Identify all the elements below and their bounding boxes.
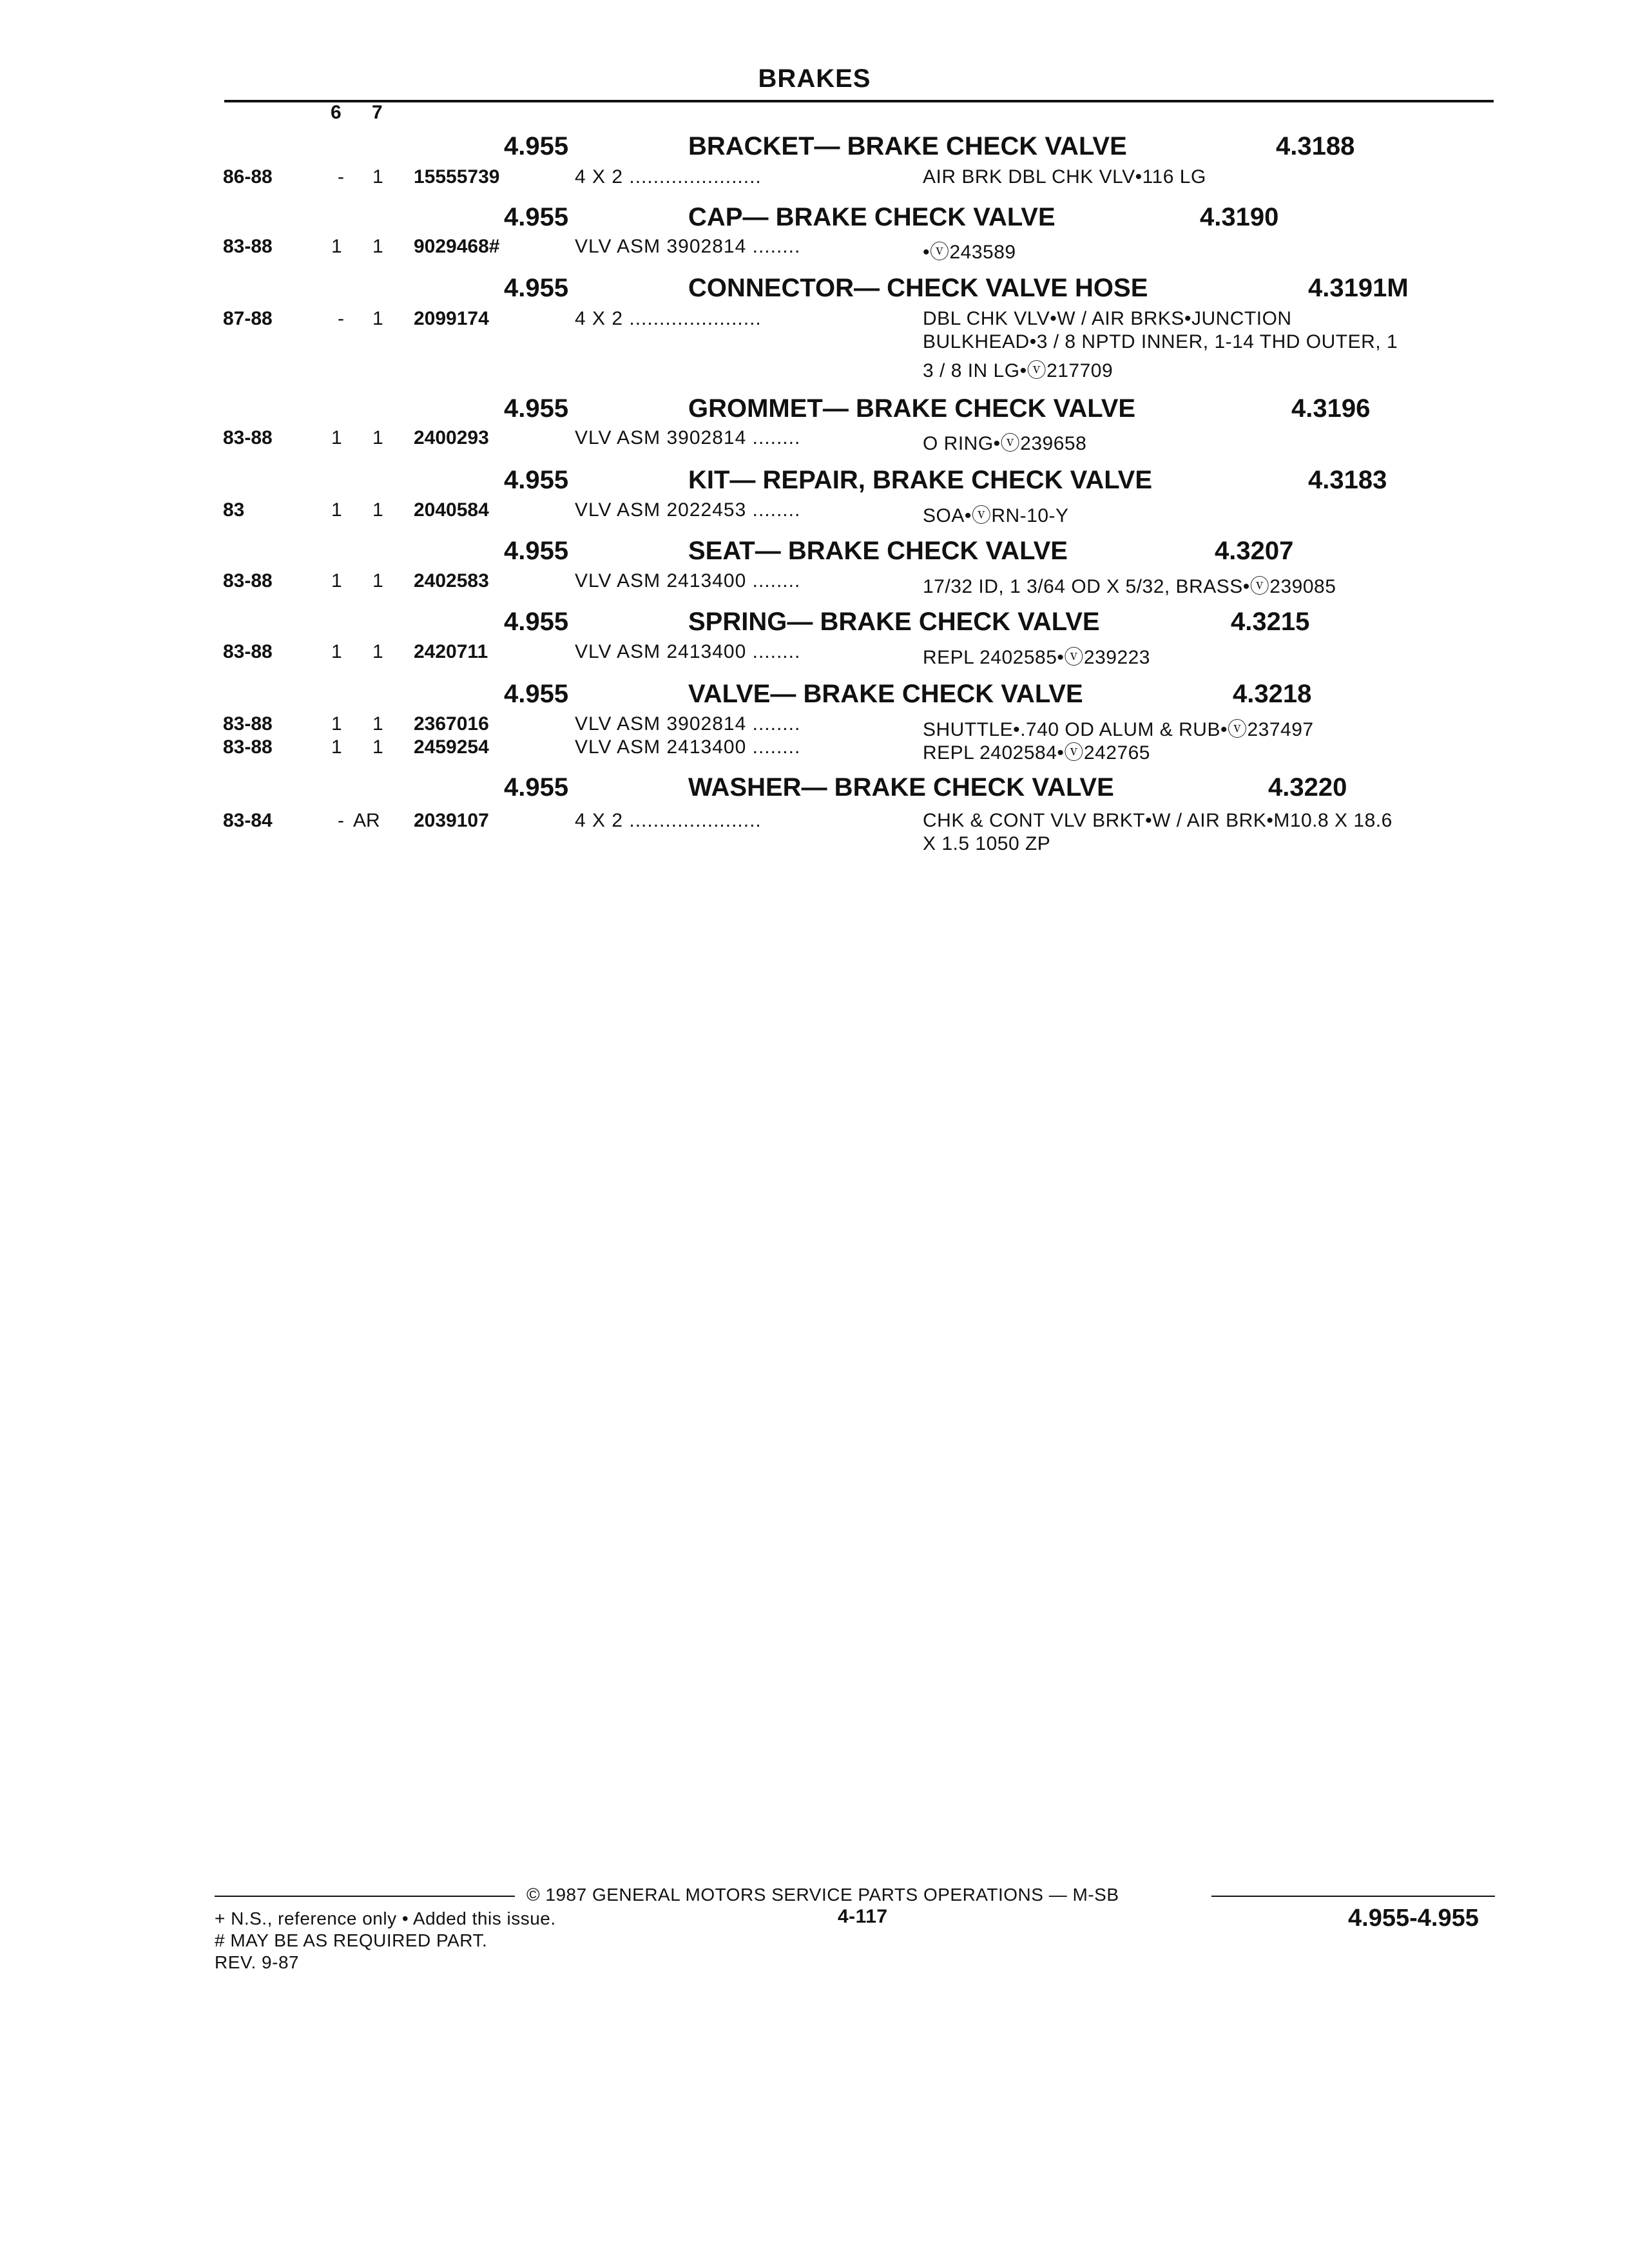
row-usage: VLV ASM 2413400 ........	[575, 570, 801, 591]
section-reference: 4.3207	[1215, 537, 1294, 565]
footer-note-reference: + N.S., reference only • Added this issue.	[215, 1908, 556, 1928]
section-reference: 4.3218	[1233, 680, 1312, 708]
row-usage: VLV ASM 2413400 ........	[575, 641, 801, 662]
row-description: AIR BRK DBL CHK VLV•116 LG	[923, 166, 1206, 187]
section-reference: 4.3220	[1268, 773, 1347, 802]
row-part-number: 2367016	[414, 713, 489, 735]
row-qty-7: 1	[372, 236, 383, 257]
row-qty-7: 1	[372, 736, 383, 758]
row-description: DBL CHK VLV•W / AIR BRKS•JUNCTION	[923, 308, 1292, 329]
header-divider	[224, 100, 1494, 102]
row-years: 83-88	[223, 713, 273, 735]
footer-revision: REV. 9-87	[215, 1952, 300, 1972]
row-qty-7: 1	[372, 713, 383, 735]
row-part-number: 2400293	[414, 427, 489, 448]
row-usage: VLV ASM 2413400 ........	[575, 736, 801, 758]
row-qty-7: 1	[372, 570, 383, 591]
row-qty-6: 1	[331, 236, 342, 257]
row-part-number: 2459254	[414, 736, 489, 758]
row-description: REPL 2402585•ⓥ239223	[923, 647, 1150, 668]
section-reference: 4.3190	[1200, 203, 1279, 231]
row-qty-7: 1	[372, 308, 383, 329]
section-name: CAP— BRAKE CHECK VALVE	[688, 203, 1055, 231]
row-years: 83-84	[223, 810, 273, 831]
section-code: 4.955	[504, 773, 569, 802]
row-years: 86-88	[223, 166, 273, 187]
row-description: SOA•ⓥRN-10-Y	[923, 505, 1069, 526]
column-header-6: 6	[331, 102, 342, 123]
row-qty-7: 1	[372, 427, 383, 448]
row-part-number: 2040584	[414, 499, 489, 521]
row-years: 83-88	[223, 641, 273, 662]
footer-rule-right	[1211, 1896, 1495, 1897]
row-qty-6: 1	[331, 427, 342, 448]
footer-page-range: 4.955-4.955	[1348, 1905, 1479, 1932]
section-reference: 4.3191M	[1308, 274, 1409, 302]
row-description: REPL 2402584•ⓥ242765	[923, 742, 1150, 764]
section-name: BRACKET— BRAKE CHECK VALVE	[688, 132, 1127, 160]
row-years: 83-88	[223, 236, 273, 257]
section-name: SEAT— BRAKE CHECK VALVE	[688, 537, 1068, 565]
footer-note-required: # MAY BE AS REQUIRED PART.	[215, 1930, 488, 1950]
row-qty-6: -	[338, 810, 344, 831]
row-years: 87-88	[223, 308, 273, 329]
row-part-number: 9029468#	[414, 236, 500, 257]
section-name: WASHER— BRAKE CHECK VALVE	[688, 773, 1114, 802]
row-qty-7: AR	[353, 810, 380, 831]
row-qty-7: 1	[372, 641, 383, 662]
footer-page-number: 4-117	[838, 1906, 888, 1927]
row-description: CHK & CONT VLV BRKT•W / AIR BRK•M10.8 X 18.6	[923, 810, 1393, 831]
row-part-number: 2099174	[414, 308, 489, 329]
row-usage: VLV ASM 2022453 ........	[575, 499, 801, 521]
row-years: 83-88	[223, 570, 273, 591]
section-code: 4.955	[504, 466, 569, 494]
row-part-number: 2402583	[414, 570, 489, 591]
row-usage: 4 X 2 ......................	[575, 810, 762, 831]
section-reference: 4.3196	[1291, 394, 1371, 423]
row-qty-6: 1	[331, 713, 342, 735]
column-header-7: 7	[372, 102, 383, 123]
section-name: CONNECTOR— CHECK VALVE HOSE	[688, 274, 1148, 302]
row-description: •ⓥ243589	[923, 242, 1016, 263]
section-name: SPRING— BRAKE CHECK VALVE	[688, 608, 1100, 636]
row-qty-6: 1	[331, 499, 342, 521]
section-code: 4.955	[504, 203, 569, 231]
row-qty-7: 1	[372, 499, 383, 521]
section-code: 4.955	[504, 394, 569, 423]
footer-rule-left	[215, 1896, 515, 1897]
row-qty-6: -	[338, 308, 344, 329]
row-years: 83-88	[223, 736, 273, 758]
row-part-number: 15555739	[414, 166, 500, 187]
section-code: 4.955	[504, 680, 569, 708]
row-qty-6: 1	[331, 736, 342, 758]
row-qty-6: 1	[331, 570, 342, 591]
row-usage: VLV ASM 3902814 ........	[575, 427, 801, 448]
row-usage: VLV ASM 3902814 ........	[575, 713, 801, 735]
section-code: 4.955	[504, 537, 569, 565]
row-usage: 4 X 2 ......................	[575, 166, 762, 187]
row-description: 17/32 ID, 1 3/64 OD X 5/32, BRASS•ⓥ239085	[923, 576, 1336, 597]
row-part-number: 2420711	[414, 641, 488, 662]
row-description: X 1.5 1050 ZP	[923, 833, 1051, 854]
row-usage: 4 X 2 ......................	[575, 308, 762, 329]
section-name: GROMMET— BRAKE CHECK VALVE	[688, 394, 1136, 423]
section-code: 4.955	[504, 274, 569, 302]
section-name: VALVE— BRAKE CHECK VALVE	[688, 680, 1083, 708]
row-qty-6: 1	[331, 641, 342, 662]
row-qty-7: 1	[372, 166, 383, 187]
section-reference: 4.3183	[1308, 466, 1387, 494]
section-code: 4.955	[504, 132, 569, 160]
row-part-number: 2039107	[414, 810, 489, 831]
footer-copyright: © 1987 GENERAL MOTORS SERVICE PARTS OPERATIONS — M-SB	[526, 1885, 1119, 1905]
row-years: 83	[223, 499, 245, 521]
row-description: 3 / 8 IN LG•ⓥ217709	[923, 360, 1113, 381]
section-reference: 4.3215	[1231, 608, 1310, 636]
section-code: 4.955	[504, 608, 569, 636]
row-description: BULKHEAD•3 / 8 NPTD INNER, 1-14 THD OUTER, 1	[923, 331, 1398, 352]
row-description: SHUTTLE•.740 OD ALUM & RUB•ⓥ237497	[923, 719, 1314, 740]
page-section-title: BRAKES	[758, 64, 871, 93]
row-description: O RING•ⓥ239658	[923, 433, 1087, 454]
section-reference: 4.3188	[1276, 132, 1355, 160]
row-years: 83-88	[223, 427, 273, 448]
section-name: KIT— REPAIR, BRAKE CHECK VALVE	[688, 466, 1153, 494]
row-qty-6: -	[338, 166, 344, 187]
row-usage: VLV ASM 3902814 ........	[575, 236, 801, 257]
